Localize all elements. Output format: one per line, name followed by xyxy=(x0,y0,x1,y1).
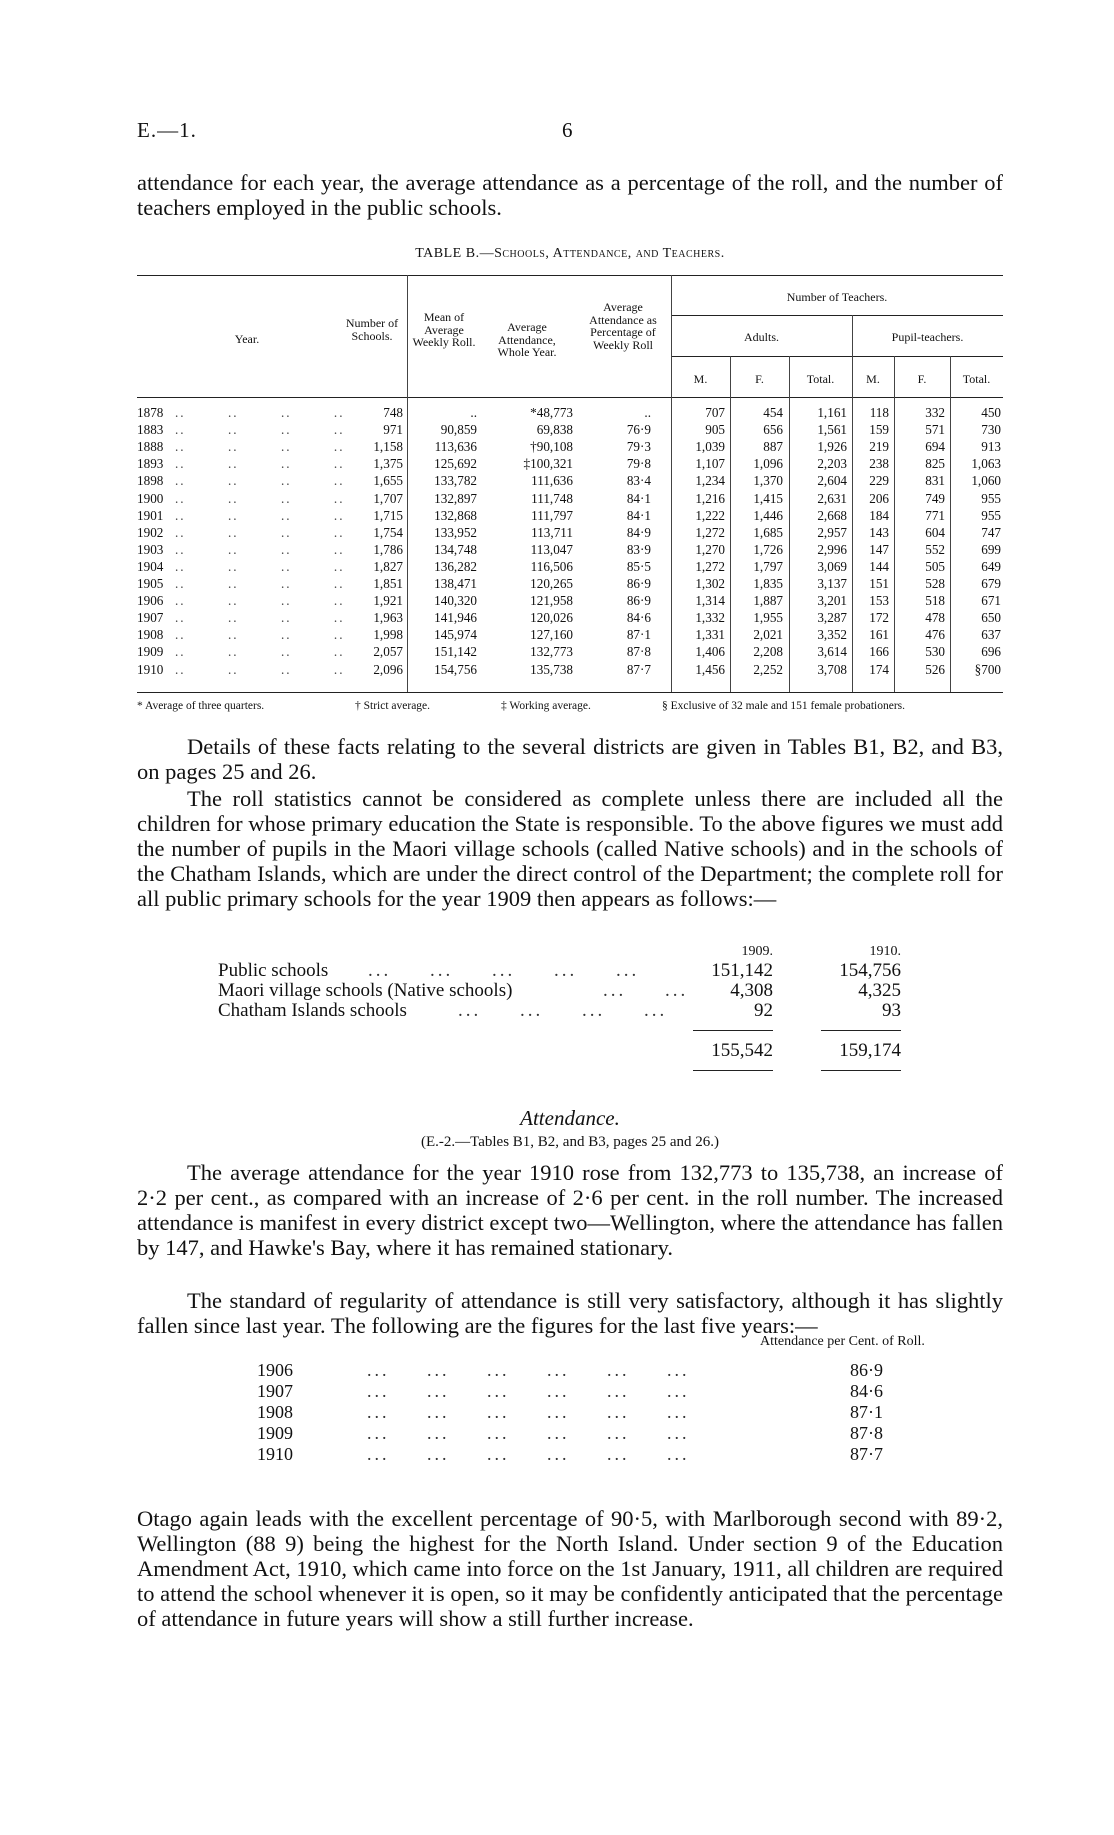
table-b-year: 1903 xyxy=(137,541,164,557)
table-b-mean-roll: 125,692 xyxy=(434,456,477,472)
table-b-average-attendance: 120,026 xyxy=(530,610,573,626)
table-b-schools: 1,715 xyxy=(373,507,403,523)
table-b-average-attendance: 116,506 xyxy=(530,558,573,574)
table-b-average-attendance: 111,636 xyxy=(531,473,573,489)
table-b-schools: 1,998 xyxy=(373,627,403,643)
table-b-pupil-m: 143 xyxy=(869,524,889,540)
table-b-pupil-f: 518 xyxy=(925,593,945,609)
header-adults: Adults. xyxy=(743,330,779,344)
attendance-value: 86·9 xyxy=(850,1360,883,1380)
table-b-schools: 1,754 xyxy=(373,524,403,540)
table-b-pupil-m: 174 xyxy=(869,661,889,677)
header-average-attendance: Average Attendance, Whole Year. xyxy=(497,320,557,359)
table-b-adults-m: 1,222 xyxy=(695,507,725,523)
roll-paragraph: The roll statistics cannot be considered as complete unless there are included all the children for whose primary education the State is responsible. To the above figures we must add the number of pupils in the Maori village schools (called Native schools) and in the schools of the Chatham Islands, which are under the direct control of the Department; the complete roll for all public primary schools for the year 1909 then appears as follows:— xyxy=(137,786,1003,911)
table-b-mean-roll: 132,897 xyxy=(434,490,477,506)
roll-total-1910: 159,174 xyxy=(839,1040,901,1061)
roll-1910-value: 154,756 xyxy=(839,960,901,981)
table-b-average-attendance: ‡100,321 xyxy=(523,456,573,472)
table-b-year: 1905 xyxy=(137,576,164,591)
table-b-pupil-f: 526 xyxy=(925,661,945,677)
table-b-adults-total: 1,926 xyxy=(817,439,847,455)
page-number: 6 xyxy=(562,118,573,142)
table-b-pupil-total: 649 xyxy=(981,558,1001,574)
table-b-pupil-f: 332 xyxy=(925,405,945,420)
header-adults-total: Total. xyxy=(806,372,835,386)
roll-1909-value: 151,142 xyxy=(711,960,773,981)
table-b-average-attendance: 113,711 xyxy=(531,524,573,540)
table-b-pupil-f: 505 xyxy=(925,558,945,574)
table-b-pupil-total: 637 xyxy=(981,627,1001,643)
table-b-average-attendance: 69,838 xyxy=(536,422,573,438)
table-b-pupil-total: §700 xyxy=(974,661,1001,677)
table-b-pupil-m: 147 xyxy=(869,541,889,557)
table-b-adults-f: 2,252 xyxy=(753,661,783,677)
table-b-attendance-percentage: 83·9 xyxy=(626,541,651,557)
table-b-pupil-m: 144 xyxy=(869,558,889,574)
details-paragraph: Details of these facts relating to the several districts are given in Tables B1, B2, and B3, on pages 25 and 26. xyxy=(137,734,1003,784)
table-b-adults-total: 2,668 xyxy=(817,507,847,523)
table-b-pupil-m: 159 xyxy=(869,422,889,438)
attendance-value: 87·8 xyxy=(850,1423,883,1443)
table-b-adults-m: 1,302 xyxy=(695,576,725,591)
table-b-average-attendance: 132,773 xyxy=(530,644,573,660)
intro-paragraph: attendance for each year, the average attendance as a percentage of the roll, and the number of teachers employed in the public schools. xyxy=(137,170,1003,220)
table-b-adults-m: 1,216 xyxy=(695,490,725,506)
table-b-pupil-total: 679 xyxy=(981,576,1001,591)
table-b-adults-total: 2,203 xyxy=(817,456,847,472)
table-b-pupil-f: 571 xyxy=(925,422,945,438)
table-b-adults-f: 1,835 xyxy=(753,576,783,591)
table-b-schools: 1,921 xyxy=(373,593,403,609)
table-b-pupil-f: 528 xyxy=(925,576,945,591)
page-reference: E.—1. xyxy=(137,118,197,142)
header-pupil-teachers: Pupil-teachers. xyxy=(891,330,964,344)
header-schools: Number of Schools. xyxy=(345,316,399,343)
roll-label: Public schools xyxy=(218,960,329,981)
table-b-average-attendance: 135,738 xyxy=(530,661,573,677)
table-b-pupil-f: 478 xyxy=(925,610,945,626)
attendance-year: 1909 xyxy=(257,1423,293,1443)
table-b-adults-m: 1,314 xyxy=(695,593,725,609)
table-b-adults-f: 887 xyxy=(763,439,783,455)
table-b-adults-m: 905 xyxy=(705,422,725,438)
table-b-pupil-total: 913 xyxy=(981,439,1001,455)
table-b-adults-m: 1,039 xyxy=(695,439,725,455)
table-b-title xyxy=(137,246,1003,262)
table-b-mean-roll: .. xyxy=(470,405,477,420)
table-b-mean-roll: 140,320 xyxy=(434,593,477,609)
attendance-paragraph-2: The standard of regularity of attendance is still very satisfactory, although it has slightly fallen since last year. The following are the figures for the last five years:— xyxy=(137,1288,1003,1338)
table-b-adults-m: 1,406 xyxy=(695,644,725,660)
table-b-attendance-percentage: 79·3 xyxy=(626,439,651,455)
table-b-schools: 2,057 xyxy=(373,644,403,660)
roll-1910-value: 4,325 xyxy=(858,980,901,1001)
table-b-adults-total: 3,201 xyxy=(817,593,847,609)
table-b-adults-total: 2,604 xyxy=(817,473,847,489)
table-b-average-attendance: †90,108 xyxy=(530,439,573,455)
table-b-schools: 971 xyxy=(383,422,403,438)
table-b-pupil-f: 749 xyxy=(925,490,945,506)
table-b-schools: 1,786 xyxy=(373,541,403,557)
table-b-adults-total: 3,137 xyxy=(817,576,847,591)
table-b-adults-f: 1,415 xyxy=(753,490,783,506)
table-b-adults-m: 1,456 xyxy=(695,661,725,677)
table-b-attendance-percentage: 84·9 xyxy=(626,524,651,540)
table-b-mean-roll: 134,748 xyxy=(434,541,477,557)
footnote: § Exclusive of 32 male and 151 female probationers. xyxy=(662,700,906,712)
table-b-adults-m: 1,270 xyxy=(695,541,725,557)
table-b-adults-m: 1,272 xyxy=(695,524,725,540)
table-b-mean-roll: 145,974 xyxy=(434,627,477,643)
attendance-heading: Attendance. xyxy=(520,1106,620,1130)
table-b-title-lead: TABLE B.— xyxy=(415,246,495,261)
table-b-mean-roll: 138,471 xyxy=(434,576,477,591)
table-b-schools: 1,375 xyxy=(373,456,403,472)
table-b-mean-roll: 133,952 xyxy=(434,524,477,540)
table-b-average-attendance: 127,160 xyxy=(530,627,573,643)
table-b-pupil-f: 771 xyxy=(925,507,945,523)
table-b-pupil-f: 694 xyxy=(925,439,945,455)
table-b-year: 1883 xyxy=(137,422,164,438)
table-b-pupil-f: 831 xyxy=(925,473,945,489)
table-b-adults-total: 3,352 xyxy=(817,627,847,643)
table-b-average-attendance: 111,748 xyxy=(531,490,573,506)
table-b-average-attendance: 121,958 xyxy=(530,593,573,609)
table-b-attendance-percentage: .. xyxy=(644,405,651,420)
table-b-pupil-m: 219 xyxy=(869,439,889,455)
table-b-pupil-f: 530 xyxy=(925,644,945,660)
table-b-pupil-m: 161 xyxy=(869,627,889,643)
table-b-attendance-percentage: 84·1 xyxy=(626,490,651,506)
table-b-average-attendance: 120,265 xyxy=(530,576,573,591)
table-b-schools: 1,963 xyxy=(373,610,403,626)
table-b-attendance-percentage: 79·8 xyxy=(626,456,651,472)
header-mean-roll: Mean of Average Weekly Roll. xyxy=(412,310,476,349)
table-b-year: 1893 xyxy=(137,456,164,472)
table-b-mean-roll: 141,946 xyxy=(434,610,477,626)
table-b-attendance-percentage: 76·9 xyxy=(626,422,651,438)
table-b-adults-total: 2,631 xyxy=(817,490,847,506)
roll-col-1910: 1910. xyxy=(869,944,901,959)
table-b-adults-f: 1,096 xyxy=(753,456,783,472)
roll-label: Chatham Islands schools xyxy=(218,1000,407,1021)
table-b-adults-f: 2,021 xyxy=(753,627,783,643)
roll-1910-value: 93 xyxy=(882,1000,901,1021)
table-b-schools: 1,827 xyxy=(373,558,403,574)
table-b-pupil-m: 206 xyxy=(869,490,889,506)
table-b-year: 1888 xyxy=(137,439,164,455)
table-b-attendance-percentage: 87·8 xyxy=(626,644,651,660)
table-b-mean-roll: 90,859 xyxy=(440,422,477,438)
table-b-adults-f: 1,955 xyxy=(753,610,783,626)
header-number-of-teachers: Number of Teachers. xyxy=(786,290,888,304)
header-pupil-m: M. xyxy=(866,372,880,386)
table-b-mean-roll: 133,782 xyxy=(434,473,477,489)
roll-label: Maori village schools (Native schools) xyxy=(218,980,513,1001)
table-b-pupil-m: 153 xyxy=(869,593,889,609)
table-b-pupil-total: 747 xyxy=(981,524,1001,540)
attendance-reference: (E.-2.—Tables B1, B2, and B3, pages 25 and 26.) xyxy=(420,1134,720,1150)
table-b-adults-total: 3,287 xyxy=(817,610,847,626)
table-b-pupil-m: 172 xyxy=(869,610,889,626)
table-b-mean-roll: 132,868 xyxy=(434,507,477,523)
table-b-adults-total: 1,561 xyxy=(817,422,847,438)
table-b-adults-m: 1,272 xyxy=(695,558,725,574)
table-b-average-attendance: *48,773 xyxy=(530,405,573,420)
table-b-year: 1900 xyxy=(137,490,164,506)
header-year: Year. xyxy=(234,332,260,346)
table-b-pupil-total: 650 xyxy=(981,610,1001,626)
table-b-pupil-total: 671 xyxy=(981,593,1001,609)
table-b-year: 1908 xyxy=(137,627,164,643)
table-b-schools: 1,158 xyxy=(373,439,403,455)
table-b-pupil-total: 699 xyxy=(981,541,1001,557)
table-b-adults-total: 3,708 xyxy=(817,661,847,677)
table-b-year: 1909 xyxy=(137,644,164,660)
attendance-value: 84·6 xyxy=(850,1381,883,1401)
table-b-pupil-total: 1,063 xyxy=(971,456,1001,472)
table-b-attendance-percentage: 87·1 xyxy=(626,627,651,643)
table-b-pupil-f: 552 xyxy=(925,541,945,557)
table-b-adults-m: 1,331 xyxy=(695,627,725,643)
table-b-adults-m: 1,107 xyxy=(695,456,725,472)
table-b-attendance-percentage: 85·5 xyxy=(626,558,651,574)
table-b-pupil-total: 1,060 xyxy=(971,473,1001,489)
table-b-attendance-percentage: 83·4 xyxy=(626,473,651,489)
attendance-value: 87·1 xyxy=(850,1402,883,1422)
table-b-adults-f: 1,887 xyxy=(753,593,783,609)
table-b-mean-roll: 113,636 xyxy=(434,439,477,455)
table-b-average-attendance: 113,047 xyxy=(530,541,573,557)
table-b-attendance-percentage: 84·6 xyxy=(626,610,651,626)
table-b-adults-f: 656 xyxy=(763,422,783,438)
table-b-adults-f: 1,370 xyxy=(753,473,783,489)
table-b-pupil-m: 229 xyxy=(869,473,889,489)
table-b-year: 1906 xyxy=(137,593,164,609)
header-pupil-f: F. xyxy=(917,372,927,386)
attendance-year: 1910 xyxy=(257,1444,293,1464)
table-b-year: 1904 xyxy=(137,558,164,574)
table-b-schools: 1,655 xyxy=(373,473,403,489)
table-b-schools: 1,851 xyxy=(373,576,403,591)
table-b-schools: 748 xyxy=(383,405,403,420)
table-b-pupil-total: 955 xyxy=(981,490,1001,506)
roll-1909-value: 92 xyxy=(754,1000,773,1021)
table-b-schools: 1,707 xyxy=(373,490,403,506)
table-b-adults-m: 1,234 xyxy=(695,473,725,489)
table-b-schools: 2,096 xyxy=(373,661,403,677)
table-b-adults-m: 707 xyxy=(705,405,725,420)
table-b-pupil-m: 118 xyxy=(869,405,889,420)
table-b-attendance-percentage: 84·1 xyxy=(626,507,651,523)
table-b-mean-roll: 151,142 xyxy=(434,644,477,660)
table-b-attendance-percentage: 86·9 xyxy=(626,593,651,609)
table-b-adults-f: 1,797 xyxy=(753,558,783,574)
header-pupil-total: Total. xyxy=(962,372,991,386)
table-b-adults-total: 3,069 xyxy=(817,558,847,574)
table-b-adults-f: 1,446 xyxy=(753,507,783,523)
table-b-attendance-percentage: 86·9 xyxy=(626,576,651,591)
table-b-pupil-f: 604 xyxy=(925,524,945,540)
footnote: † Strict average. xyxy=(355,700,431,712)
table-b-mean-roll: 154,756 xyxy=(434,661,477,677)
attendance-table-header: Attendance per Cent. of Roll. xyxy=(760,1334,925,1349)
table-b-pupil-total: 730 xyxy=(981,422,1001,438)
table-b-mean-roll: 136,282 xyxy=(434,558,477,574)
table-b-adults-total: 2,996 xyxy=(817,541,847,557)
table-b-adults-f: 454 xyxy=(763,405,783,420)
roll-1909-value: 4,308 xyxy=(730,980,773,1001)
attendance-year: 1906 xyxy=(257,1360,293,1380)
attendance-year: 1908 xyxy=(257,1402,293,1422)
header-attendance-percentage: Average Attendance as Percentage of Weekly Roll xyxy=(589,300,657,352)
table-b-pupil-total: 696 xyxy=(981,644,1001,660)
table-b-year: 1910 xyxy=(137,661,164,677)
table-b-year: 1898 xyxy=(137,473,164,489)
roll-col-1909: 1909. xyxy=(741,944,773,959)
table-b-year: 1901 xyxy=(137,507,164,523)
table-b-pupil-f: 825 xyxy=(925,456,945,472)
header-adults-f: F. xyxy=(755,372,764,386)
table-b-adults-total: 2,957 xyxy=(817,524,847,540)
table-b-pupil-m: 238 xyxy=(869,456,889,472)
table-b-pupil-total: 450 xyxy=(981,405,1001,420)
table-b-adults-m: 1,332 xyxy=(695,610,725,626)
footnote: * Average of three quarters. xyxy=(137,700,265,712)
table-b-adults-total: 1,161 xyxy=(817,405,847,420)
table-b-year: 1878 xyxy=(137,405,164,420)
attendance-value: 87·7 xyxy=(850,1444,883,1464)
roll-total-1909: 155,542 xyxy=(711,1040,773,1061)
table-b-pupil-m: 151 xyxy=(869,576,889,591)
table-b-pupil-m: 166 xyxy=(869,644,889,660)
table-b-adults-f: 1,726 xyxy=(753,541,783,557)
table-b-title-rest: Schools, Attendance, and Teachers. xyxy=(494,246,725,261)
footnote: ‡ Working average. xyxy=(501,700,591,712)
attendance-year: 1907 xyxy=(257,1381,293,1401)
table-b-adults-total: 3,614 xyxy=(817,644,847,660)
header-adults-m: M. xyxy=(693,372,708,386)
table-b-adults-f: 1,685 xyxy=(753,524,783,540)
attendance-paragraph-3: Otago again leads with the excellent percentage of 90·5, with Marlborough second with 89·2, Wellington (88 9) being the highest for the North Island. Under section 9 of the Education Amendment Act, 1910, which came into force on the 1st January, 1911, all children are required to attend the school whenever it is open, so it may be confidently anticipated that the percentage of attendance in future years will show a still further increase. xyxy=(137,1506,1003,1631)
table-b-pupil-f: 476 xyxy=(925,627,945,643)
attendance-paragraph-1: The average attendance for the year 1910 rose from 132,773 to 135,738, an increase of 2·2 per cent., as compared with an increase of 2·6 per cent. in the roll number. The increased attendance is manifest in every district except two—Wellington, where the attendance has fallen by 147, and Hawke's Bay, where it has remained stationary. xyxy=(137,1160,1003,1260)
table-b-pupil-m: 184 xyxy=(869,507,889,523)
table-b-attendance-percentage: 87·7 xyxy=(626,661,651,677)
table-b-adults-f: 2,208 xyxy=(753,644,783,660)
table-b-year: 1902 xyxy=(137,524,164,540)
table-b-year: 1907 xyxy=(137,610,164,626)
table-b-average-attendance: 111,797 xyxy=(531,507,573,523)
table-b-pupil-total: 955 xyxy=(981,507,1001,523)
